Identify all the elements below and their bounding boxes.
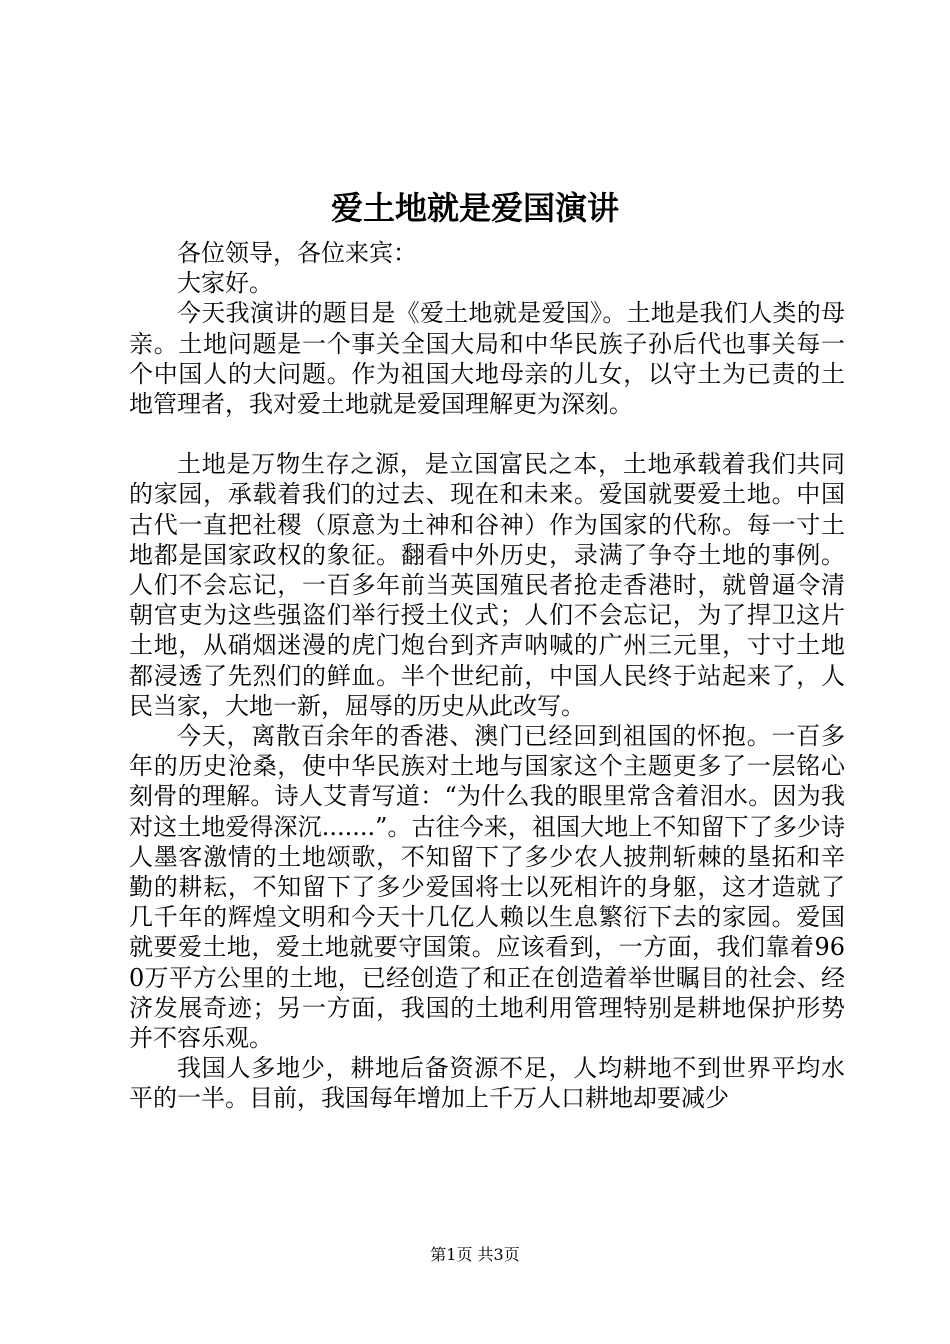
document-body [129, 238, 845, 1114]
body-paragraph: 今天我演讲的题目是《爱土地就是爱国》。土地是我们人类的母亲。土地问题是一个事关全国大局和中华民族子孙后代也事关每一个中国人的大问题。作为祖国大地母亲的儿女，以守土为已责的土地管理者，我对爱土地就是爱国理解更为深刻。 [129, 299, 845, 419]
body-paragraph: 我国人多地少，耕地后备资源不足，人均耕地不到世界平均水平的一半。目前，我国每年增加上千万人口耕地却要减少 [129, 1054, 845, 1113]
document-title: 爱土地就是爱国演讲 [330, 189, 619, 227]
body-paragraph: 今天，离散百余年的香港、澳门已经回到祖国的怀抱。一百多年的历史沧桑，使中华民族对土地与国家这个主题更多了一层铭心刻骨的理解。诗人艾青写道：“为什么我的眼里常含着泪水。因为我对这土地爱得深沉.......”。古往今来，祖国大地上不知留下了多少诗人墨客激情的土地颂歌，不知留下了多少农人披荆斩棘的垦拓和辛勤的耕耘，不知留下了多少爱国将士以死相许的身躯，这才造就了几千年的辉煌文明和今天十几亿人赖以生息繁衍下去的家园。爱国就要爱土地，爱土地就要守国策。应该看到，一方面，我们靠着960万平方公里的土地，已经创造了和正在创造着举世瞩目的社会、经济发展奇迹；另一方面，我国的土地利用管理特别是耕地保护形势并不容乐观。 [129, 722, 845, 1053]
salutation: 各位领导，各位来宾： [177, 239, 417, 267]
greeting: 大家好。 [177, 269, 273, 298]
body-paragraph: 土地是万物生存之源，是立国富民之本，土地承载着我们共同的家园，承载着我们的过去、现在和未来。爱国就要爱土地。中国古代一直把社稷（原意为土神和谷神）作为国家的代称。每一寸土地都是国家政权的象征。翻看中外历史，录满了争夺土地的事例。人们不会忘记，一百多年前当英国殖民者抢走香港时，就曾逼令清朝官吏为这些强盗们举行授土仪式；人们不会忘记，为了捍卫这片土地，从硝烟迷漫的虎门炮台到齐声呐喊的广州三元里，寸寸土地都浸透了先烈们的鲜血。半个世纪前，中国人民终于站起来了，人民当家，大地一新，屈辱的历史从此改写。 [129, 450, 845, 720]
page-footer: 第1页 共3页 [430, 1245, 520, 1264]
